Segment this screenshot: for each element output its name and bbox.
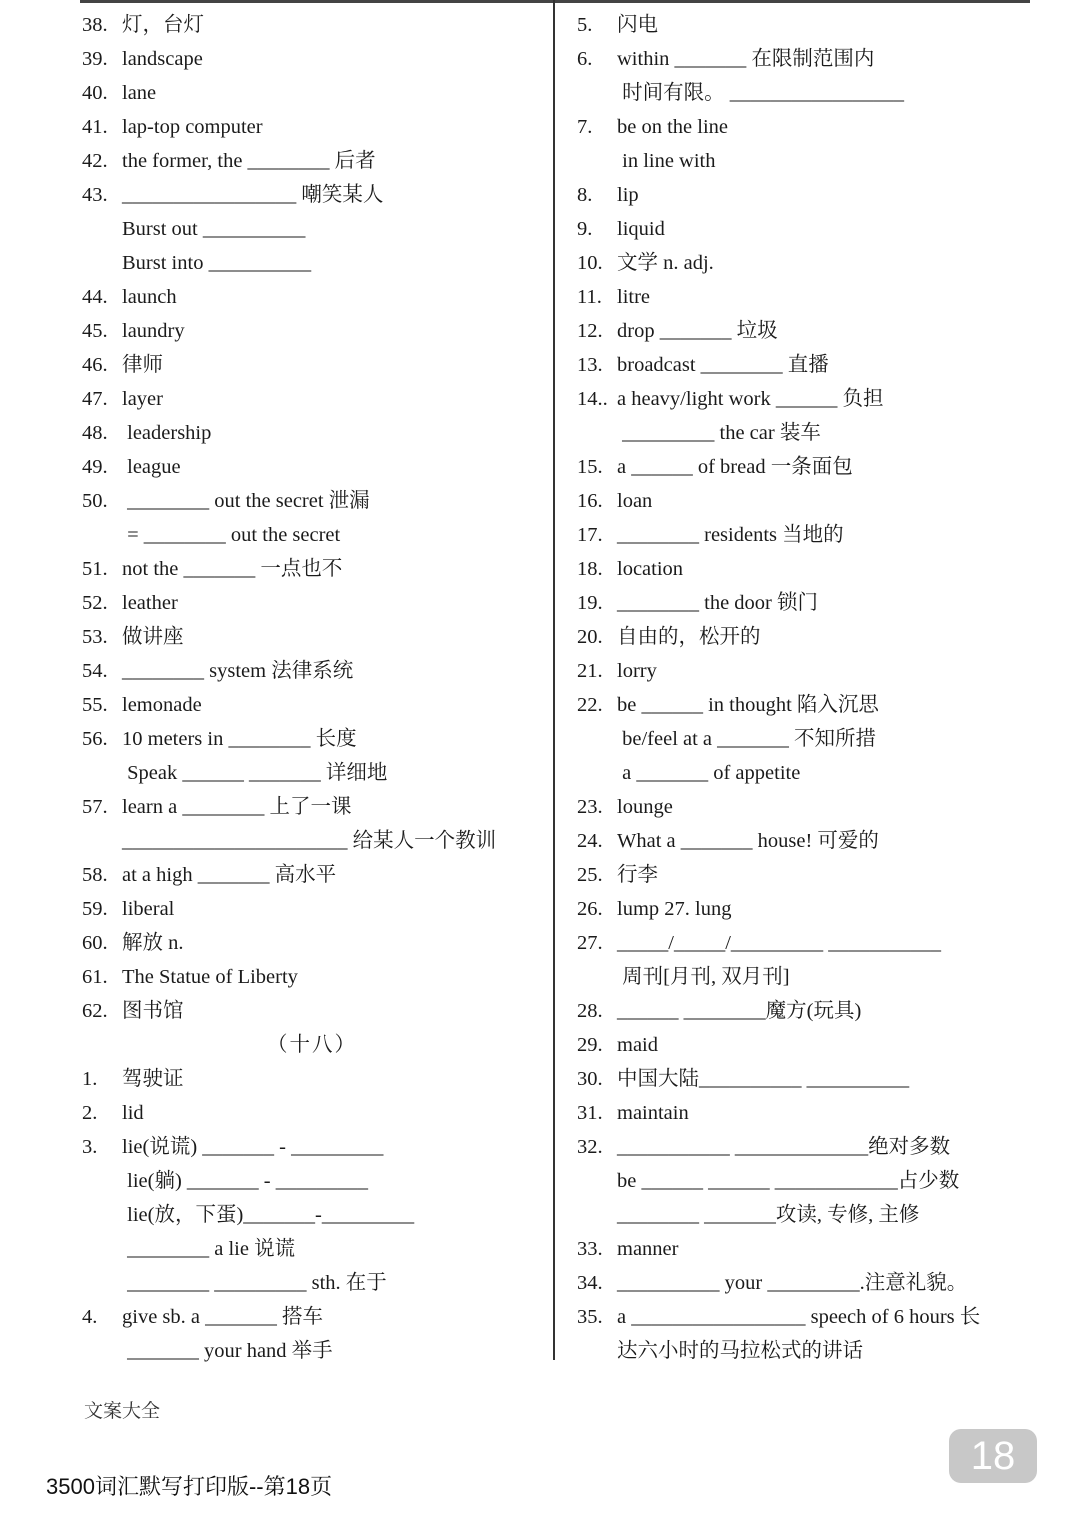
vocab-line [82,178,542,212]
item-text: give sb. a _______ 搭车 [122,1306,323,1328]
item-text: 自由的，松开的 [617,626,761,648]
vocab-line [577,450,1037,484]
item-number: 58. [82,864,108,886]
item-text: lump 27. lung [617,898,732,920]
item-text: drop _______ 垃圾 [617,320,778,342]
vocab-line [577,1096,1037,1130]
vocab-line [577,314,1037,348]
item-number: 22. [577,694,603,716]
item-text: laundry [122,320,185,342]
vocab-line [82,246,542,280]
vocab-line [82,1266,542,1300]
vocab-line [577,382,1037,416]
vocab-line [82,620,542,654]
item-number: 50. [82,490,108,512]
item-text: lane [122,82,157,104]
column-divider [553,0,555,1360]
item-text: _____/_____/_________ ___________ [617,932,942,954]
vocab-line [82,586,542,620]
item-number: 5. [577,14,593,36]
item-text: ________ out the secret 泄漏 [122,490,370,512]
item-number: 4. [82,1306,98,1328]
item-text: ________ a lie 说谎 [122,1238,296,1260]
item-text: ___________ _____________绝对多数 [617,1136,951,1158]
vocab-line [577,960,1037,994]
item-number: 19. [577,592,603,614]
vocab-line [82,892,542,926]
item-number: 1. [82,1068,98,1090]
vocab-line [577,1266,1037,1300]
vocab-line [577,688,1037,722]
item-text: manner [617,1238,679,1260]
item-number: 31. [577,1102,603,1124]
item-text: a ______ of bread 一条面包 [617,456,853,478]
section-heading [82,1028,542,1062]
item-text: the former, the ________ 后者 [122,150,376,172]
vocab-line [577,722,1037,756]
item-text: 做讲座 [122,626,184,648]
vocab-line [82,110,542,144]
vocab-line [82,1096,542,1130]
vocab-line [577,246,1037,280]
item-number: 11. [577,286,602,308]
item-text: litre [617,286,651,308]
item-text: a _________________ speech of 6 hours 长 [617,1306,981,1328]
item-number: 47. [82,388,108,410]
item-number: 38. [82,14,108,36]
item-text: league [122,456,181,478]
vocab-line [577,1130,1037,1164]
item-text: 10 meters in ________ 长度 [122,728,357,750]
item-text: __________ your _________.注意礼貌。 [617,1272,968,1294]
item-number: 43. [82,184,108,206]
item-number: 34. [577,1272,603,1294]
item-number: 55. [82,694,108,716]
item-text: launch [122,286,177,308]
item-text: leather [122,592,178,614]
item-text: location [617,558,684,580]
vocab-line [82,280,542,314]
item-text: liquid [617,218,665,240]
item-text: = ________ out the secret [122,524,341,546]
item-number: 56. [82,728,108,750]
vocab-line [577,586,1037,620]
item-text: be ______ in thought 陷入沉思 [617,694,879,716]
item-number: 10. [577,252,603,274]
item-text: lorry [617,660,657,682]
item-number: 9. [577,218,593,240]
item-number: 33. [577,1238,603,1260]
vocab-line [82,314,542,348]
item-number: 29. [577,1034,603,1056]
vocab-line [82,76,542,110]
vocab-line [577,484,1037,518]
item-text: 达六小时的马拉松式的讲话 [617,1340,863,1362]
vocab-line [82,144,542,178]
vocab-line [577,280,1037,314]
item-number: 57. [82,796,108,818]
left-column [82,8,542,1368]
vocab-line [82,1062,542,1096]
item-text: _______ your hand 举手 [122,1340,333,1362]
item-text: leadership [122,422,212,444]
item-number: 18. [577,558,603,580]
item-text: a _______ of appetite [617,762,801,784]
vocab-line [577,654,1037,688]
item-number: 7. [577,116,593,138]
item-text: maintain [617,1102,689,1124]
vocab-line [577,1232,1037,1266]
top-rule [80,0,1030,3]
item-text: 周刊[月刊, 双月刊] [617,966,790,988]
item-text: a heavy/light work ______ 负担 [617,388,884,410]
vocab-line [82,552,542,586]
vocab-line [577,552,1037,586]
item-text: 时间有限。 _________________ [617,82,904,104]
vocab-line [577,1062,1037,1096]
item-number: 30. [577,1068,603,1090]
vocab-line [82,416,542,450]
item-text: lie(放，下蛋)_______-_________ [122,1204,415,1226]
vocab-line [82,348,542,382]
item-number: 51. [82,558,108,580]
item-number: 61. [82,966,108,988]
vocab-line [82,858,542,892]
vocab-line [82,1198,542,1232]
footnote: 文案大全 [84,1401,161,1422]
vocab-line [82,1130,542,1164]
item-number: 44. [82,286,108,308]
item-text: 行李 [617,864,658,886]
item-number: 13. [577,354,603,376]
item-text: at a high _______ 高水平 [122,864,337,886]
item-text: Burst into __________ [122,252,312,274]
vocab-line [577,144,1037,178]
item-number: 28. [577,1000,603,1022]
vocab-line [82,756,542,790]
vocab-line [82,1232,542,1266]
item-text: 图书馆 [122,1000,184,1022]
item-text: liberal [122,898,175,920]
item-number: 26. [577,898,603,920]
item-number: 6. [577,48,593,70]
vocab-line [577,212,1037,246]
vocab-line [577,416,1037,450]
vocab-line [82,518,542,552]
item-number: 45. [82,320,108,342]
vocab-line [82,722,542,756]
item-text: be/feel at a _______ 不知所措 [617,728,877,750]
vocab-line [577,110,1037,144]
item-text: be ______ ______ ____________占少数 [617,1170,960,1192]
vocab-line [82,1334,542,1368]
item-text: maid [617,1034,658,1056]
section-heading-text: （十八） [267,1034,357,1056]
item-text: ______________________ 给某人一个教训 [122,830,497,852]
item-number: 25. [577,864,603,886]
item-number: 60. [82,932,108,954]
item-number: 24. [577,830,603,852]
vocab-line [82,688,542,722]
item-number: 46. [82,354,108,376]
item-number: 15. [577,456,603,478]
item-text: ________ system 法律系统 [122,660,354,682]
item-number: 16. [577,490,603,512]
vocab-line [577,790,1037,824]
vocab-line [82,8,542,42]
vocab-line [82,484,542,518]
vocab-line [577,926,1037,960]
vocab-line [82,824,542,858]
vocab-line [577,1028,1037,1062]
vocab-line [577,994,1037,1028]
page-footer-title: 3500词汇默写打印版--第18页 [46,1474,333,1499]
item-text: Burst out __________ [122,218,306,240]
page-number-badge: 18 [949,1429,1037,1483]
item-text: be on the line [617,116,729,138]
item-number: 20. [577,626,603,648]
vocab-line [577,518,1037,552]
item-text: ________ the door 锁门 [617,592,818,614]
item-text: lemonade [122,694,202,716]
vocab-line [82,212,542,246]
item-number: 12. [577,320,603,342]
item-number: 52. [82,592,108,614]
item-number: 59. [82,898,108,920]
item-text: ________ _______攻读, 专修, 主修 [617,1204,920,1226]
item-number: 2. [82,1102,98,1124]
item-text: 解放 n. [122,932,184,954]
vocab-line [577,8,1037,42]
item-text: lid [122,1102,144,1124]
item-text: 灯，台灯 [122,14,204,36]
item-text: ________ _________ sth. 在于 [122,1272,387,1294]
item-number: 3. [82,1136,98,1158]
vocab-line [82,790,542,824]
vocab-line [82,1164,542,1198]
item-number: 17. [577,524,603,546]
item-number: 35. [577,1306,603,1328]
item-number: 14.. [577,388,608,410]
item-text: Speak ______ _______ 详细地 [122,762,388,784]
vocab-line [82,926,542,960]
item-text: within _______ 在限制范围内 [617,48,875,70]
vocab-line [577,1300,1037,1334]
item-text: layer [122,388,163,410]
item-text: The Statue of Liberty [122,966,298,988]
item-text: in line with [617,150,716,172]
item-number: 53. [82,626,108,648]
item-text: lounge [617,796,673,818]
item-text: lie(说谎) _______ - _________ [122,1136,384,1158]
item-text: 驾驶证 [122,1068,184,1090]
item-text: 闪电 [617,14,658,36]
item-number: 40. [82,82,108,104]
item-text: lie(躺) _______ - _________ [122,1170,368,1192]
right-column [577,8,1037,1368]
item-number: 48. [82,422,108,444]
vocab-line [577,1198,1037,1232]
vocab-line [82,960,542,994]
vocab-line [577,620,1037,654]
item-text: loan [617,490,653,512]
item-number: 23. [577,796,603,818]
item-text: 律师 [122,354,163,376]
item-text: landscape [122,48,203,70]
item-text: lip [617,184,639,206]
vocab-line [82,382,542,416]
item-text: _________ the car 装车 [617,422,821,444]
item-number: 49. [82,456,108,478]
item-text: ________ residents 当地的 [617,524,844,546]
vocab-line [82,42,542,76]
item-text: 文学 n. adj. [617,252,714,274]
item-text: learn a ________ 上了一课 [122,796,352,818]
vocab-line [577,756,1037,790]
vocab-line [82,450,542,484]
item-number: 54. [82,660,108,682]
vocab-line [577,178,1037,212]
vocab-line [577,1334,1037,1368]
vocab-line [82,1300,542,1334]
item-number: 62. [82,1000,108,1022]
vocab-line [577,892,1037,926]
item-text: broadcast ________ 直播 [617,354,829,376]
item-number: 42. [82,150,108,172]
vocab-line [82,994,542,1028]
item-text: What a _______ house! 可爱的 [617,830,879,852]
item-number: 8. [577,184,593,206]
vocab-line [577,42,1037,76]
vocab-line [577,824,1037,858]
item-text: not the _______ 一点也不 [122,558,343,580]
item-text: 中国大陆__________ __________ [617,1068,910,1090]
item-number: 27. [577,932,603,954]
vocab-line [577,348,1037,382]
item-number: 21. [577,660,603,682]
item-text: ______ ________魔方(玩具) [617,1000,862,1022]
item-text: _________________ 嘲笑某人 [122,184,384,206]
item-number: 32. [577,1136,603,1158]
item-number: 41. [82,116,108,138]
vocab-line [577,858,1037,892]
vocab-line [82,654,542,688]
vocab-line [577,76,1037,110]
item-number: 39. [82,48,108,70]
item-text: lap-top computer [122,116,263,138]
vocab-line [577,1164,1037,1198]
